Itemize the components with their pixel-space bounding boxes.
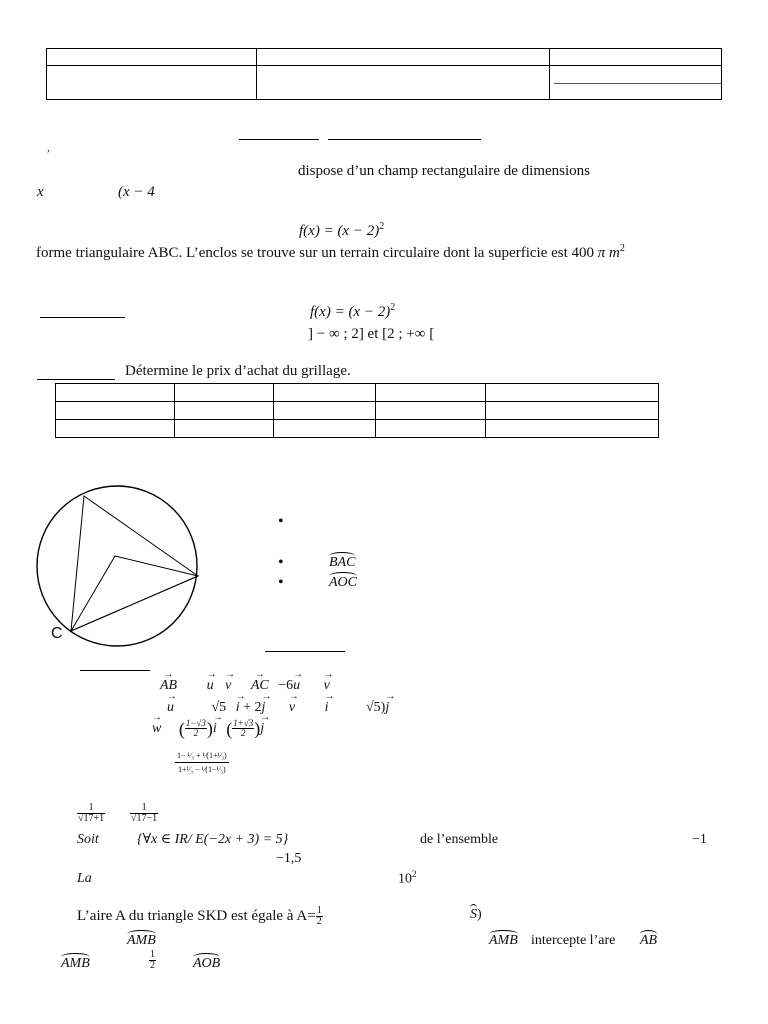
price-cell <box>56 402 175 420</box>
header-cell <box>47 66 257 100</box>
plus-two: + 2 <box>243 700 262 715</box>
frac-b-den: 2 <box>241 728 246 738</box>
s-hat <box>470 908 482 922</box>
enclos-text <box>36 244 625 261</box>
s-paren: ) <box>477 907 482 922</box>
sqrt-five: √5 <box>211 700 227 715</box>
vector-u: → u <box>293 679 300 693</box>
x-variable: x <box>37 184 44 200</box>
aire-frac <box>316 906 323 927</box>
price-cell <box>486 402 659 420</box>
bullet: • <box>278 574 284 591</box>
frac-sqrt17-plus-den: √17+1 <box>78 813 105 824</box>
soit-word: Soit <box>77 832 99 847</box>
frac-sqrt17-plus-num: 1 <box>77 803 105 814</box>
aire-frac-num: 1 <box>316 905 322 916</box>
half-den: 2 <box>150 960 155 971</box>
header-cell <box>257 66 550 100</box>
bullet: • <box>278 554 284 571</box>
complex-fraction <box>175 752 229 774</box>
paren-open: ( <box>178 718 185 739</box>
price-cell <box>486 420 659 438</box>
intercepte-text: intercepte l’are <box>531 933 616 948</box>
frac-sqrt17-minus-den: √17−1 <box>131 813 158 824</box>
header-cell <box>47 49 257 66</box>
arc-ab: AB <box>640 933 658 948</box>
price-cell <box>56 384 175 402</box>
apostrophe-mark: , <box>47 142 50 154</box>
frac-a-num: 1−√3 <box>185 718 206 728</box>
price-cell <box>56 420 175 438</box>
vector-line-3 <box>152 719 264 738</box>
paren-close: ) <box>206 718 213 739</box>
price-cell <box>175 402 274 420</box>
paren-close: ) <box>254 718 261 739</box>
prix-text: Détermine le prix d’achat du grillage. <box>125 363 351 379</box>
circle-figure <box>30 482 210 647</box>
angle-amb-3: AMB <box>61 956 90 971</box>
price-cell <box>274 384 376 402</box>
price-table <box>55 383 659 438</box>
function-f-text: f(x) = (x − 2) <box>299 223 380 239</box>
frac-a <box>185 719 207 738</box>
title-underline <box>239 139 319 140</box>
la-word: La <box>77 871 92 886</box>
vector-i: → i <box>325 701 329 715</box>
angle-aoc: AOC <box>329 575 357 590</box>
soit-set: {∀x ∈ IR/ E(−2x + 3) = 5} <box>137 832 289 847</box>
title-underline <box>328 139 481 140</box>
price-cell <box>376 402 486 420</box>
angle-amb-2: AMB <box>489 933 518 948</box>
triangle-aoc <box>71 556 198 631</box>
price-cell <box>274 402 376 420</box>
header-cell <box>550 66 722 100</box>
intervals: ] − ∞ ; 2] et [2 ; +∞ [ <box>308 326 435 342</box>
vector-i: → i <box>213 722 217 736</box>
price-cell <box>175 420 274 438</box>
x-minus-4: (x − 4 <box>118 184 155 200</box>
pi-unit-exp: 2 <box>619 243 625 254</box>
function-f-exp: 2 <box>379 221 385 232</box>
circle-outline <box>37 486 197 646</box>
sqrt-five-paren: √5) <box>365 700 386 715</box>
question-underline-3 <box>80 670 150 671</box>
vector-u: → u <box>167 701 174 715</box>
minus-six: −6 <box>278 678 294 693</box>
minus-one-five: −1,5 <box>276 851 302 866</box>
complex-fraction-bottom: 1+¹⁄₃ − ¹⁄(1−¹⁄₃) <box>178 765 226 774</box>
half-frac <box>149 950 156 971</box>
ten-squared <box>398 870 417 887</box>
angle-amb-1: AMB <box>127 933 156 948</box>
price-cell <box>486 384 659 402</box>
pi-unit: π m <box>597 245 620 261</box>
vector-v: → v <box>289 701 295 715</box>
vector-ab: → AB <box>160 679 177 693</box>
ten-exp: 2 <box>412 869 417 879</box>
frac-sqrt17-minus-num: 1 <box>130 803 158 814</box>
function-f <box>299 222 384 239</box>
function-f2-text: f(x) = (x − 2) <box>310 304 391 320</box>
section-underline <box>265 651 345 652</box>
header-cell <box>550 49 722 66</box>
vector-j: → j <box>261 701 265 715</box>
s-angle: S <box>470 907 477 922</box>
aire-frac-den: 2 <box>316 916 322 927</box>
vector-v: → v <box>324 679 330 693</box>
paren-open: ( <box>226 718 233 739</box>
price-cell <box>175 384 274 402</box>
frac-sqrt17-plus <box>77 803 105 824</box>
vector-w: → w <box>152 722 161 736</box>
frac-b-num: 1+√3 <box>233 718 254 728</box>
complex-fraction-top: 1− ¹⁄₃ + ¹⁄(1+¹⁄₃) <box>175 752 229 763</box>
vertex-label-c: C <box>51 625 63 642</box>
frac-b <box>232 719 254 738</box>
frac-sqrt17-minus <box>130 803 158 824</box>
vector-j: → j <box>385 701 389 715</box>
header-cell <box>257 49 550 66</box>
price-cell <box>376 420 486 438</box>
function-f-2 <box>310 303 395 320</box>
aire-text <box>77 906 323 927</box>
vector-j: → j <box>260 722 264 736</box>
vector-ac: → AC <box>251 679 269 693</box>
minus-one: −1 <box>692 832 707 847</box>
ensemble-text: de l’ensemble <box>420 832 499 847</box>
price-cell <box>274 420 376 438</box>
question-underline <box>40 317 125 318</box>
half-num: 1 <box>150 949 155 960</box>
vector-u: → u <box>207 679 214 693</box>
frac-a-den: 2 <box>193 728 199 738</box>
vector-v: → v <box>225 679 231 693</box>
price-cell <box>376 384 486 402</box>
champ-text: dispose d’un champ rectangulaire de dimensions <box>298 163 591 179</box>
aire-sentence: L’aire A du triangle SKD est égale à A= <box>77 907 316 924</box>
ten-base: 10 <box>398 871 412 887</box>
vector-line-2 <box>167 701 389 715</box>
angle-aob: AOB <box>193 956 221 971</box>
function-f2-exp: 2 <box>390 302 396 313</box>
enclos-sentence: forme triangulaire ABC. L’enclos se trouve sur un terrain circulaire dont la superficie est 400 <box>36 245 595 261</box>
vector-i: → i <box>236 701 240 715</box>
angle-bac: BAC <box>329 555 356 570</box>
bullet: • <box>278 513 284 530</box>
header-table <box>46 48 722 100</box>
question-underline-2 <box>37 379 115 380</box>
